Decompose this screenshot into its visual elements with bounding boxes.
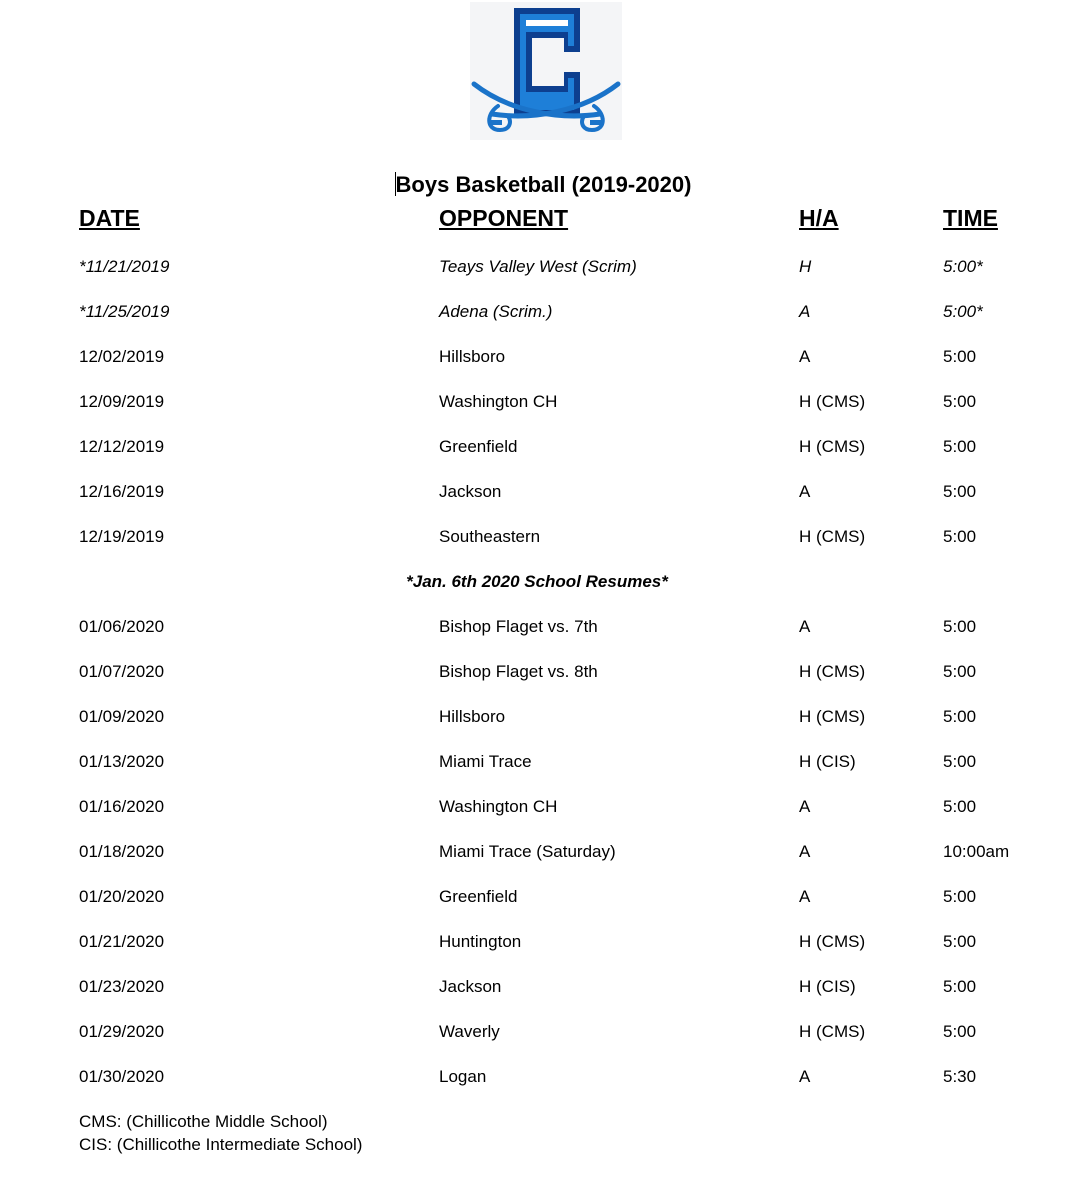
cell-time: 5:00 [943,977,977,996]
cell-date: 01/23/2020 [79,977,165,996]
table-row [0,435,1074,459]
cell-date: 01/30/2020 [79,1067,165,1086]
cell-date: *11/21/2019 [79,257,170,276]
table-row [0,795,1074,819]
cell-date: 12/02/2019 [79,347,165,366]
table-row [0,975,1074,999]
cell-time: 5:00 [943,797,977,816]
cell-opponent: Southeastern [439,527,541,546]
cell-home-away: H (CMS) [799,392,866,411]
cell-time: 5:00 [943,392,977,411]
cell-home-away: H (CMS) [799,437,866,456]
cell-time: 5:00 [943,752,977,771]
cell-date: *11/25/2019 [79,302,170,321]
cell-opponent: Teays Valley West (Scrim) [439,257,637,276]
cell-home-away: A [799,302,811,321]
cell-opponent: Bishop Flaget vs. 8th [439,662,598,681]
cell-date: 01/18/2020 [79,842,165,861]
cell-date: 01/16/2020 [79,797,165,816]
cell-home-away: H (CIS) [799,752,856,771]
school-logo [470,2,622,140]
header-opponent: OPPONENT [439,205,569,231]
cell-opponent: Hillsboro [439,347,506,366]
cell-time: 5:00 [943,932,977,951]
table-row [0,300,1074,324]
legend-cms: CMS: (Chillicothe Middle School) [79,1112,328,1131]
cell-home-away: H [799,257,812,276]
cell-home-away: H (CMS) [799,932,866,951]
cell-time: 5:00 [943,707,977,726]
cell-time: 5:00* [943,257,983,276]
schedule-note: *Jan. 6th 2020 School Resumes* [406,572,668,591]
cell-opponent: Hillsboro [439,707,506,726]
cell-home-away: H (CMS) [799,707,866,726]
legend-cis: CIS: (Chillicothe Intermediate School) [79,1135,363,1154]
cell-date: 01/07/2020 [79,662,165,681]
cell-opponent: Jackson [439,977,502,996]
cell-time: 5:00 [943,1022,977,1041]
cell-date: 12/12/2019 [79,437,165,456]
cell-home-away: A [799,887,811,906]
cell-home-away: A [799,1067,811,1086]
cell-home-away: A [799,617,811,636]
cell-time: 10:00am [943,842,1010,861]
cell-home-away: H (CIS) [799,977,856,996]
table-row [0,390,1074,414]
cell-opponent: Greenfield [439,887,518,906]
cell-time: 5:30 [943,1067,977,1086]
cell-date: 12/16/2019 [79,482,165,501]
cell-date: 01/21/2020 [79,932,165,951]
cell-home-away: H (CMS) [799,1022,866,1041]
table-row [0,930,1074,954]
cell-date: 12/09/2019 [79,392,165,411]
table-row [0,705,1074,729]
cell-time: 5:00 [943,347,977,366]
cell-opponent: Adena (Scrim.) [439,302,553,321]
cell-date: 01/20/2020 [79,887,165,906]
cell-time: 5:00 [943,437,977,456]
cell-opponent: Waverly [439,1022,500,1041]
cell-opponent: Jackson [439,482,502,501]
cell-opponent: Washington CH [439,797,558,816]
cell-home-away: A [799,482,811,501]
cell-home-away: A [799,797,811,816]
cell-date: 01/29/2020 [79,1022,165,1041]
header-home-away: H/A [799,205,839,231]
cell-date: 01/13/2020 [79,752,165,771]
cell-date: 12/19/2019 [79,527,165,546]
cell-opponent: Greenfield [439,437,518,456]
cell-opponent: Huntington [439,932,522,951]
header-date: DATE [79,205,140,231]
header-time: TIME [943,205,998,231]
table-row [0,615,1074,639]
cell-time: 5:00 [943,527,977,546]
cell-date: 01/09/2020 [79,707,165,726]
table-row [0,750,1074,774]
cell-time: 5:00 [943,887,977,906]
cell-opponent: Washington CH [439,392,558,411]
page-title: Boys Basketball (2019-2020) [395,172,692,197]
table-row [0,255,1074,279]
table-row [0,345,1074,369]
cell-time: 5:00 [943,617,977,636]
cell-home-away: A [799,842,811,861]
cell-opponent: Miami Trace (Saturday) [439,842,616,861]
cell-opponent: Logan [439,1067,487,1086]
cell-opponent: Miami Trace [439,752,532,771]
cell-time: 5:00 [943,482,977,501]
cell-opponent: Bishop Flaget vs. 7th [439,617,598,636]
cell-date: 01/06/2020 [79,617,165,636]
cell-home-away: H (CMS) [799,662,866,681]
table-row [0,885,1074,909]
table-row [0,1065,1074,1089]
table-row [0,480,1074,504]
table-row [0,840,1074,864]
cell-home-away: H (CMS) [799,527,866,546]
cell-home-away: A [799,347,811,366]
table-row [0,525,1074,549]
table-row [0,1020,1074,1044]
cell-time: 5:00 [943,662,977,681]
cell-time: 5:00* [943,302,983,321]
table-row [0,660,1074,684]
